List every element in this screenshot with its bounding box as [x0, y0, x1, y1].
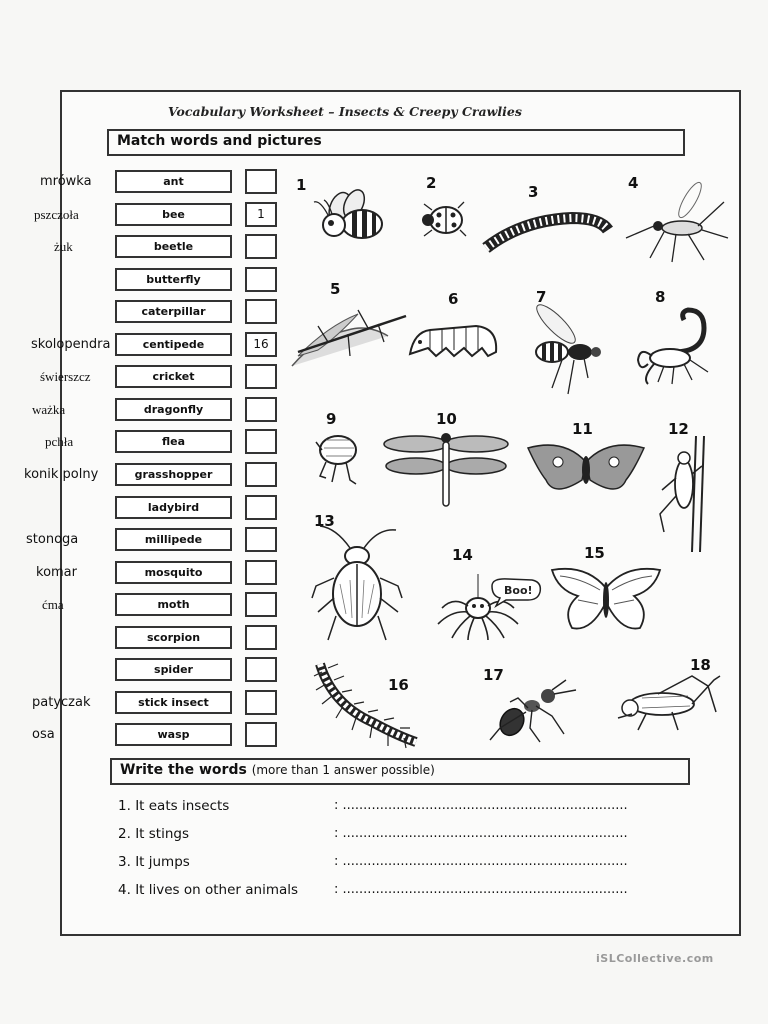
word-label: wasp — [115, 723, 232, 746]
word-label: cricket — [115, 365, 232, 388]
answer-line[interactable]: : ..................................................................... — [334, 882, 628, 897]
answer-box[interactable] — [245, 397, 277, 422]
speech-bubble-text: Boo! — [504, 584, 533, 597]
worksheet-title: Vocabulary Worksheet – Insects & Creepy Crawlies — [168, 104, 522, 119]
word-label: flea — [115, 430, 232, 453]
footer-watermark: iSLCollective.com — [596, 952, 714, 965]
beetle-picture — [306, 524, 410, 646]
question-item — [118, 826, 189, 842]
answer-box[interactable] — [245, 429, 277, 454]
word-label: millipede — [115, 528, 232, 551]
polish-translation: ćma — [42, 597, 64, 612]
word-label: butterfly — [115, 268, 232, 291]
answer-box[interactable] — [245, 560, 277, 585]
polish-translation: żuk — [54, 239, 73, 254]
picture-number: 16 — [388, 676, 409, 694]
word-label: ladybird — [115, 496, 232, 519]
polish-translation: ważka — [32, 402, 66, 417]
polish-translation: osa — [32, 727, 55, 742]
bee-picture — [310, 180, 390, 250]
answer-box[interactable] — [245, 657, 277, 682]
picture-number: 13 — [314, 512, 335, 530]
polish-translation: pszczoła — [34, 207, 79, 222]
word-label: grasshopper — [115, 463, 232, 486]
picture-number: 7 — [536, 288, 547, 306]
word-label: stick insect — [115, 691, 232, 714]
spider-picture — [432, 574, 544, 644]
picture-number: 2 — [426, 174, 437, 192]
answer-box[interactable] — [245, 267, 277, 292]
question-text: It lives on other animals — [135, 882, 299, 898]
polish-translation: patyczak — [32, 695, 91, 710]
picture-number: 11 — [572, 420, 593, 438]
scorpion-picture — [634, 302, 718, 388]
answer-box[interactable] — [245, 495, 277, 520]
ladybird-picture — [418, 198, 470, 240]
picture-number: 9 — [326, 410, 337, 428]
butterfly-picture — [550, 566, 662, 640]
picture-number: 1 — [296, 176, 307, 194]
mosquito-picture — [620, 178, 730, 263]
wasp-picture — [522, 304, 606, 400]
question-number: 3. — [118, 854, 131, 870]
centipede-picture — [312, 658, 424, 750]
picture-number: 6 — [448, 290, 459, 308]
polish-translation: pchła — [45, 434, 74, 449]
millipede-picture — [482, 206, 614, 258]
answer-box[interactable] — [245, 462, 277, 487]
polish-translation: skolopendra — [31, 337, 111, 352]
section-write-note: (more than 1 answer possible) — [251, 763, 435, 777]
answer-box[interactable] — [245, 234, 277, 259]
answer-line[interactable]: : ..................................................................... — [334, 798, 628, 813]
picture-number: 5 — [330, 280, 341, 298]
answer-box[interactable] — [245, 169, 277, 194]
answer-box[interactable]: 16 — [245, 332, 277, 357]
picture-number: 12 — [668, 420, 689, 438]
section-write-title: Write the words — [120, 762, 247, 778]
stick-insect-picture — [288, 306, 410, 378]
answer-box[interactable]: 1 — [245, 202, 277, 227]
answer-box[interactable] — [245, 722, 277, 747]
question-number: 4. — [118, 882, 131, 898]
answer-line[interactable]: : ..................................................................... — [334, 854, 628, 869]
question-text: It jumps — [135, 854, 190, 870]
answer-box[interactable] — [245, 690, 277, 715]
polish-translation: komar — [36, 565, 77, 580]
picture-number: 10 — [436, 410, 457, 428]
question-number: 1. — [118, 798, 131, 814]
word-label: mosquito — [115, 561, 232, 584]
picture-number: 8 — [655, 288, 666, 306]
section-write-header — [110, 758, 690, 785]
cricket-picture — [612, 674, 724, 736]
polish-translation: świerszcz — [40, 369, 91, 384]
answer-box[interactable] — [245, 299, 277, 324]
question-item — [118, 854, 190, 870]
word-label: centipede — [115, 333, 232, 356]
grasshopper-picture — [656, 434, 712, 554]
picture-number: 17 — [483, 666, 504, 684]
question-text: It eats insects — [135, 798, 230, 814]
polish-translation: mrówka — [40, 174, 92, 189]
picture-number: 18 — [690, 656, 711, 674]
answer-box[interactable] — [245, 364, 277, 389]
word-label: spider — [115, 658, 232, 681]
section-match-title: Match words and pictures — [117, 133, 322, 149]
ant-picture — [480, 676, 580, 746]
answer-line[interactable]: : ..................................................................... — [334, 826, 628, 841]
answer-box[interactable] — [245, 625, 277, 650]
picture-number: 15 — [584, 544, 605, 562]
picture-number: 14 — [452, 546, 473, 564]
question-item — [118, 798, 229, 814]
word-label: moth — [115, 593, 232, 616]
question-item — [118, 882, 298, 898]
answer-box[interactable] — [245, 527, 277, 552]
word-label: caterpillar — [115, 300, 232, 323]
picture-number: 4 — [628, 174, 639, 192]
polish-translation: stonoga — [26, 532, 79, 547]
answer-box[interactable] — [245, 592, 277, 617]
word-label: beetle — [115, 235, 232, 258]
moth-picture — [524, 440, 648, 502]
caterpillar-picture — [406, 318, 502, 364]
section-match-header — [107, 129, 685, 156]
flea-picture — [312, 428, 360, 488]
word-label: scorpion — [115, 626, 232, 649]
word-label: bee — [115, 203, 232, 226]
word-label: dragonfly — [115, 398, 232, 421]
question-text: It stings — [135, 826, 189, 842]
picture-number: 3 — [528, 183, 539, 201]
question-number: 2. — [118, 826, 131, 842]
polish-translation: konik polny — [24, 467, 99, 482]
word-label: ant — [115, 170, 232, 193]
dragonfly-picture — [382, 428, 510, 508]
